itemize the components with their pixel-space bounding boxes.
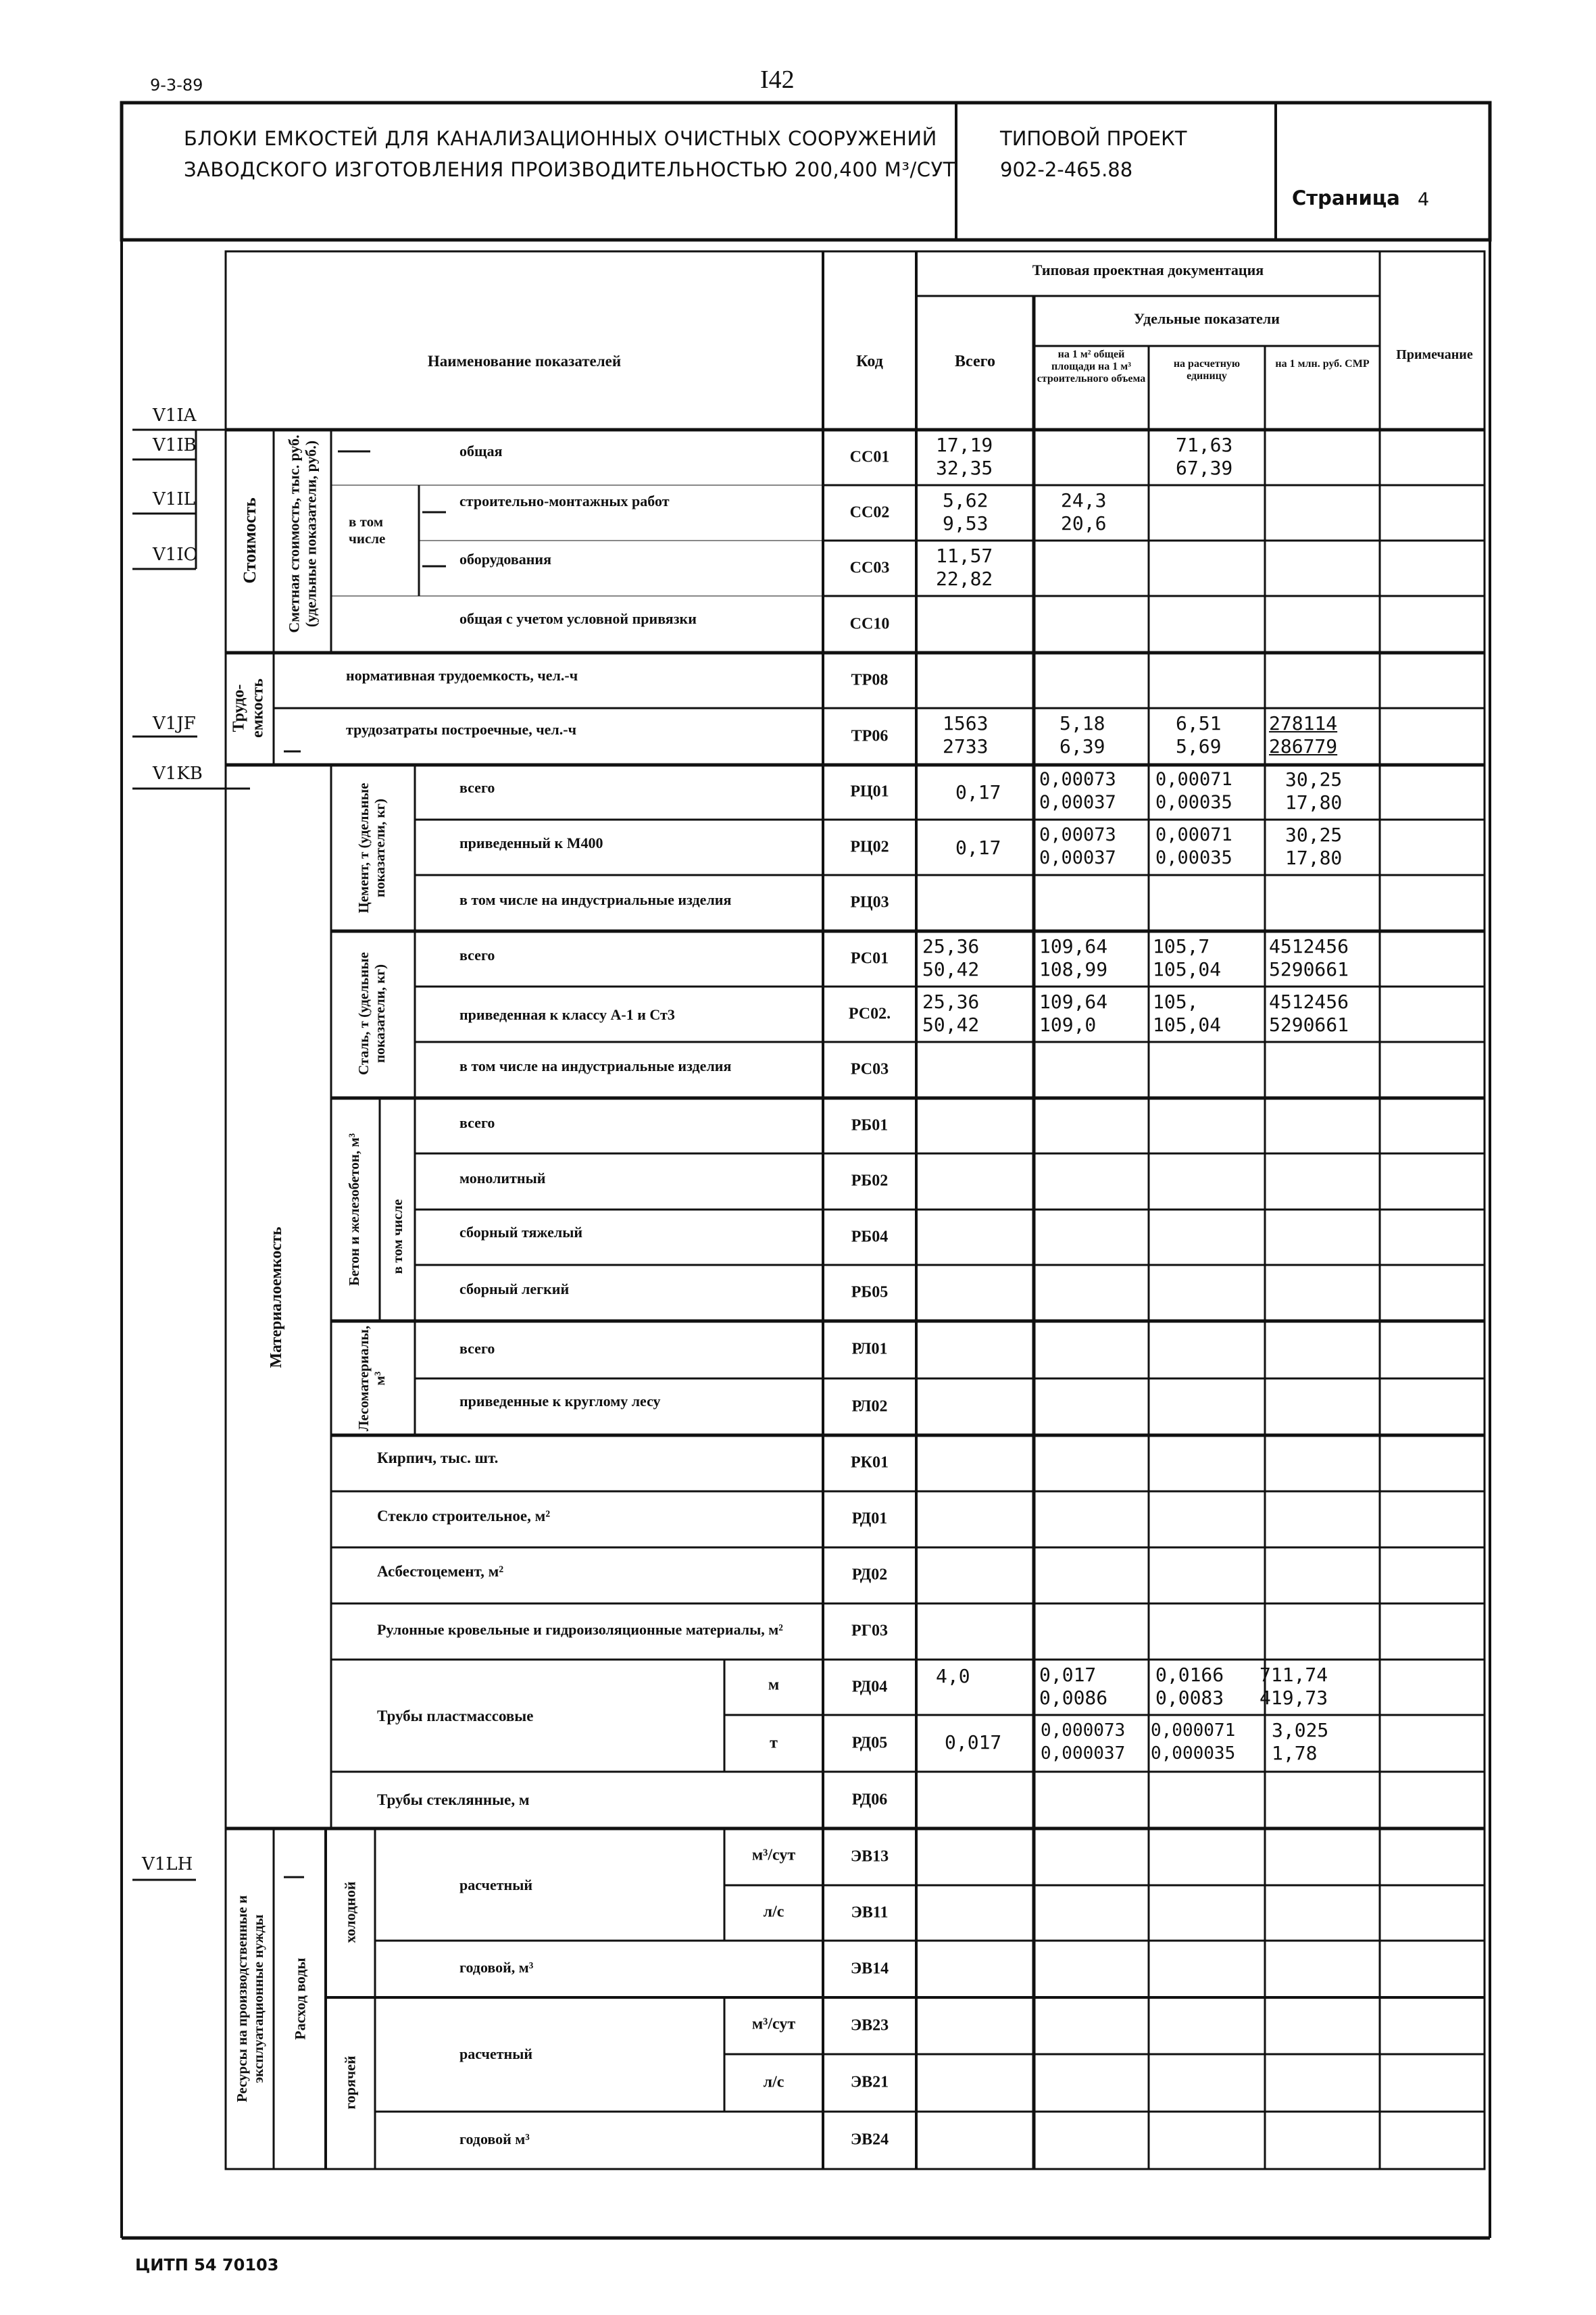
unit-pd04: м [768,1676,780,1694]
value-tp06-total: 1563 2733 [943,712,989,757]
value-pd04-per-area: 0,017 0,0086 [1039,1664,1108,1709]
sheet-label: Страница [1292,186,1400,209]
header-code: Код [856,353,883,370]
code-pg03: РГ03 [851,1622,888,1640]
value-pc02-total: 25,36 50,42 [922,991,980,1036]
row-label-pb01: всего [459,1114,495,1131]
row-label-pc03: в том числе на индустриальные изделия [459,1057,732,1074]
unit-eb11: л/с [763,1903,784,1921]
value-cc01-total: 17,19 32,35 [936,434,993,479]
header-typical-docs: Типовая проектная документация [1032,262,1264,278]
unit-eb23: м³/сут [751,2015,796,2033]
row-label-pd01: Стекло строительное, м² [377,1508,551,1524]
row-label-eb13: расчетный [459,1876,533,1893]
unit-eb13: м³/сут [751,1846,796,1864]
row-label-pipes: Трубы пластмассовые [377,1708,534,1724]
row-label-rc01: всего [459,779,495,796]
row-label-cc02: строительно-монтажных работ [459,493,670,509]
group-hot: горячей [341,2056,359,2110]
side-tag-v1il: V1IL [153,489,195,509]
value-cc01-per-unit: 71,63 67,39 [1176,434,1233,479]
code-rc02: РЦ02 [850,838,889,856]
doc-title-line1: БЛОКИ ЕМКОСТЕЙ ДЛЯ КАНАЛИЗАЦИОННЫХ ОЧИСТНЫХ СООРУЖЕНИЙ [184,127,937,150]
header-specific: Удельные показатели [1134,310,1280,327]
group-steel: Сталь, т (удельные показатели, кг) [355,952,388,1075]
value-rc01-per-unit: 0,00071 0,00035 [1155,769,1232,813]
side-tag-v1jf: V1JF [153,714,196,734]
side-tag-v1io: V1IO [153,545,198,565]
value-pc02-per-million: 4512456 5290661 [1269,991,1349,1036]
document-date: 9-3-89 [150,76,203,95]
row-label-pb05: сборный легкий [459,1280,570,1297]
code-pl02: РЛ02 [851,1397,888,1416]
group-cost: Стоимость [240,497,260,584]
row-label-pd02: Асбестоцемент, м² [377,1563,504,1580]
value-pc01-per-area: 109,64 108,99 [1039,935,1108,980]
code-pc03: РС03 [850,1060,889,1078]
value-cc03-total: 11,57 22,82 [936,545,993,590]
code-pc02: РС02. [848,1005,891,1023]
value-pd05-per-unit: 0,000071 0,000035 [1151,1720,1236,1764]
value-tp06-per-million: 278114 286779 [1269,712,1338,757]
value-pc01-total: 25,36 50,42 [922,935,980,980]
value-pd05-per-million: 3,025 1,78 [1272,1719,1329,1764]
code-cc10: СС10 [849,615,890,633]
group-incl-cost: в том числе [349,514,386,547]
unit-pd05: т [770,1734,778,1752]
row-label-pb02: монолитный [459,1170,546,1187]
side-tag-v1ib: V1IB [153,435,197,455]
group-cold: холодной [341,1881,359,1943]
code-pd05: РД05 [851,1734,888,1752]
group-cement: Цемент, т (удельные показатели, кг) [355,782,388,914]
value-pc01-per-unit: 105,7 105,04 [1153,935,1222,980]
row-label-eb23: расчетный [459,2045,533,2062]
header-per-unit: на расчетную единицу [1173,358,1241,382]
value-tp06-per-unit: 6,51 5,69 [1176,712,1222,757]
group-cost-sub: Сметная стоимость, тыс. руб. (удельные показатели, руб.) [285,434,320,633]
value-pd05-total: 0,017 [945,1731,1002,1753]
code-pl01: РЛ01 [851,1340,888,1358]
value-pd05-per-area: 0,000073 0,000037 [1041,1720,1126,1764]
header-note: Примечание [1396,347,1473,362]
page-number: I42 [760,66,795,94]
group-timber: Лесоматериалы, м³ [355,1325,388,1432]
code-cc02: СС02 [849,503,890,522]
row-label-cc10: общая с учетом условной привязки [459,610,697,627]
code-eb21: ЭВ21 [850,2073,889,2091]
group-resources: Ресурсы на производственные и эксплуатационные нужды [233,1895,266,2103]
code-eb13: ЭВ13 [850,1847,889,1866]
doc-title-line2: ЗАВОДСКОГО ИЗГОТОВЛЕНИЯ ПРОИЗВОДИТЕЛЬНОСТЬЮ 200,400 М³/СУТ [184,158,955,181]
row-label-pg03: Рулонные кровельные и гидроизоляционные материалы, м² [377,1620,783,1638]
row-label-pd06: Трубы стеклянные, м [377,1791,530,1808]
code-pb02: РБ02 [851,1172,889,1190]
row-label-pl01: всего [459,1340,495,1357]
value-rc01-per-million: 30,25 17,80 [1285,768,1343,814]
value-pc01-per-million: 4512456 5290661 [1269,935,1349,980]
project-number: 902-2-465.88 [1000,158,1133,181]
value-pc02-per-area: 109,64 109,0 [1039,991,1108,1036]
header-name: Наименование показателей [427,353,622,370]
header-total: Всего [955,353,995,370]
row-label-cc03: оборудования [459,551,551,568]
code-rc03: РЦ03 [850,893,889,912]
code-rc01: РЦ01 [850,782,889,801]
row-label-cc01: общая [459,443,503,459]
value-rc02-total: 0,17 [955,837,1001,859]
header-per-area: на 1 м² общей площади на 1 м³ строительного объема [1037,349,1146,384]
code-pd02: РД02 [851,1566,888,1584]
code-cc01: СС01 [849,448,890,466]
group-concrete: Бетон и железобетон, м³ [345,1133,362,1286]
code-eb14: ЭВ14 [850,1960,889,1978]
header-per-million: на 1 млн. руб. СМР [1275,358,1370,370]
value-rc01-total: 0,17 [955,781,1001,803]
project-label: ТИПОВОЙ ПРОЕКТ [1000,127,1187,150]
row-label-pc02: приведенная к классу А-1 и Ст3 [459,1006,675,1023]
value-pd04-per-million: 711,74 419,73 [1260,1664,1328,1709]
side-tag-v1kb: V1KB [153,764,203,784]
code-eb24: ЭВ24 [850,2131,889,2149]
value-tp06-per-area: 5,18 6,39 [1059,712,1105,757]
row-label-rc03: в том числе на индустриальные изделия [459,891,732,908]
unit-eb21: л/с [763,2073,784,2091]
code-tp08: ТР08 [851,671,889,689]
code-pb05: РБ05 [851,1283,889,1301]
value-pd04-total: 4,0 [936,1665,970,1687]
side-tag-v1ia: V1IA [153,405,197,426]
row-label-pk01: Кирпич, тыс. шт. [377,1449,499,1466]
code-eb23: ЭВ23 [850,2016,889,2035]
code-pb04: РБ04 [851,1228,889,1246]
group-material: Материалоемкость [268,1226,286,1368]
value-pc02-per-unit: 105, 105,04 [1153,991,1222,1036]
value-rc01-per-area: 0,00073 0,00037 [1039,769,1116,813]
row-label-eb14: годовой, м³ [459,1959,534,1976]
row-label-pc01: всего [459,947,495,964]
group-concrete-incl: в том числе [389,1199,405,1274]
value-rc02-per-million: 30,25 17,80 [1285,824,1343,869]
row-label-pl02: приведенные к круглому лесу [459,1393,661,1410]
code-pd06: РД06 [851,1791,888,1809]
code-tp06: ТР06 [851,727,889,745]
row-label-tp06: трудозатраты построечные, чел.-ч [346,721,576,738]
value-rc02-per-unit: 0,00071 0,00035 [1155,824,1232,868]
code-pc01: РС01 [850,949,889,968]
code-eb11: ЭВ11 [851,1903,889,1922]
code-pd01: РД01 [851,1510,888,1528]
code-cc03: СС03 [849,559,890,577]
row-label-rc02: приведенный к М400 [459,835,603,851]
value-pd04-per-unit: 0,0166 0,0083 [1155,1664,1224,1709]
code-pb01: РБ01 [851,1116,889,1135]
group-labor: Трудо-емкость [230,678,266,738]
row-label-eb24: годовой м³ [459,2131,530,2147]
value-cc02-total: 5,62 9,53 [943,489,989,534]
value-rc02-per-area: 0,00073 0,00037 [1039,824,1116,868]
code-pd04: РД04 [851,1678,888,1696]
row-label-tp08: нормативная трудоемкость, чел.-ч [346,667,578,684]
footer-code: ЦИТП 54 70103 [135,2256,279,2274]
value-cc02-per-area: 24,3 20,6 [1061,489,1107,534]
code-pk01: РК01 [850,1453,889,1472]
side-tag-v1lh: V1LH [142,1854,193,1874]
sheet-number: 4 [1418,189,1430,210]
row-label-pb04: сборный тяжелый [459,1224,583,1241]
group-water: Расход воды [291,1958,309,2040]
